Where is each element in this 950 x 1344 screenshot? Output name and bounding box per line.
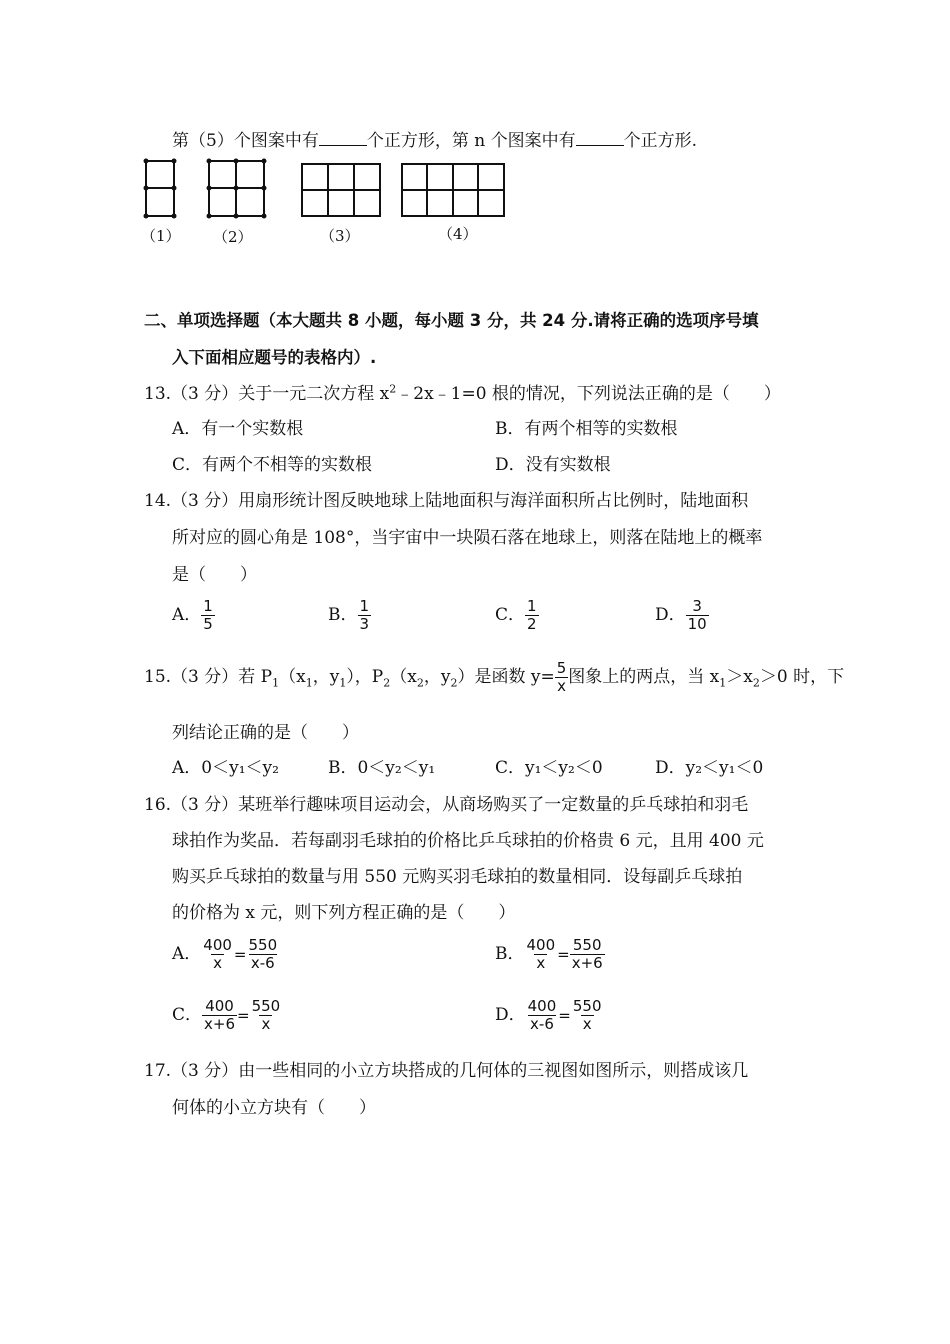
q14-option-b[interactable]: B． $\frac{1}{3}$ [328, 597, 370, 633]
section-2-heading-line2: 入下面相应题号的表格内）. [172, 348, 377, 367]
section-2-heading-line1: 二、单项选择题（本大题共 8 小题，每小题 3 分，共 24 分.请将正确的选项序号填 [144, 311, 759, 330]
q12-text-a: 第（5）个图案中有 [172, 131, 319, 151]
figure-label-3: （3） [320, 227, 360, 245]
fraction: $\frac{1}{2}$ [527, 597, 537, 633]
fraction: $\frac{550}{x+6}$ [571, 936, 603, 972]
q15-option-c[interactable]: C．y₁＜y₂＜0 [495, 758, 603, 778]
q14-option-d[interactable]: D． $\frac{3}{10}$ [655, 597, 707, 633]
q14-line3: 是（ ） [172, 565, 257, 585]
q13-option-b[interactable]: B．有两个相等的实数根 [495, 419, 678, 439]
q13-option-d[interactable]: D．没有实数根 [495, 455, 611, 475]
q12-line [172, 126, 697, 151]
fraction: $\frac{400}{x-6}$ [527, 997, 557, 1033]
q13-option-c[interactable]: C．有两个不相等的实数根 [172, 455, 373, 475]
fraction: $\frac{400}{x+6}$ [204, 997, 236, 1033]
figure-label-1: （1） [141, 227, 181, 245]
q12-text-c: 个正方形. [623, 131, 697, 151]
q16-option-c[interactable]: C． $\frac{400}{x+6}$ = $\frac{550}{x}$ [172, 997, 281, 1033]
fraction: $\frac{1}{3}$ [359, 597, 370, 633]
q16-line2: 球拍作为奖品．若每副羽毛球拍的价格比乒乓球拍的价格贵 6 元，且用 400 元 [172, 831, 764, 851]
figure-label-2: （2） [213, 228, 253, 246]
q14-option-c[interactable]: C． $\frac{1}{2}$ [495, 597, 537, 633]
q15-option-a[interactable]: A．0＜y₁＜y₂ [172, 758, 279, 778]
fraction: $\frac{550}{x-6}$ [248, 936, 278, 972]
fraction: $\frac{400}{x}$ [526, 936, 556, 972]
q16-line1: 16.（3 分）某班举行趣味项目运动会，从商场购买了一定数量的乒乓球拍和羽毛 [144, 795, 749, 815]
fraction: $\frac{550}{x}$ [572, 997, 602, 1033]
fraction: $\frac{5}{x}$ [556, 659, 567, 695]
figure-label-4: （4） [438, 225, 478, 243]
figure-3-pattern [302, 164, 380, 216]
q14-line1: 14.（3 分）用扇形统计图反映地球上陆地面积与海洋面积所占比例时，陆地面积 [144, 491, 749, 511]
figure-4-pattern [402, 164, 504, 216]
q15-stem: 15.（3 分）若 $P_1(x_1$，$y_1$），$P_2(x_2$，$y_2$）是函数 y= $\frac{5}{x}$ 图象上的两点，当 $x_1>x_2>0$ 时，下 [144, 659, 845, 695]
q15-line2: 列结论正确的是（ ） [172, 723, 359, 743]
q12-blank-1 [319, 131, 367, 146]
q16-option-a[interactable]: A． $\frac{400}{x}$ = $\frac{550}{x-6}$ [172, 936, 278, 972]
q13-option-a[interactable]: A．有一个实数根 [172, 419, 304, 439]
q12-text-b: 个正方形，第 n 个图案中有 [366, 131, 576, 151]
q16-line4: 的价格为 x 元，则下列方程正确的是（ ） [172, 903, 516, 923]
fraction: $\frac{550}{x}$ [251, 997, 281, 1033]
q12-blank-2 [576, 131, 624, 146]
q16-line3: 购买乒乓球拍的数量与用 550 元购买羽毛球拍的数量相同．设每副乒乓球拍 [172, 867, 743, 887]
q16-option-b[interactable]: B． $\frac{400}{x}$ = $\frac{550}{x+6}$ [495, 936, 603, 972]
q17-line2: 何体的小立方块有（ ） [172, 1098, 376, 1118]
q15-option-b[interactable]: B．0＜y₂＜y₁ [328, 758, 436, 778]
fraction: $\frac{400}{x}$ [203, 936, 232, 972]
q17-line1: 17.（3 分）由一些相同的小立方块搭成的几何体的三视图如图所示，则搭成该几 [144, 1061, 749, 1081]
q14-line2: 所对应的圆心角是 108°，当宇宙中一块陨石落在地球上，则落在陆地上的概率 [172, 528, 763, 548]
q16-option-d[interactable]: D． $\frac{400}{x-6}$ = $\frac{550}{x}$ [495, 997, 602, 1033]
q13-stem: 13.（3 分）关于一元二次方程 $x^2﹣2x﹣1=0$ 根的情况，下列说法正确的是（ ） [144, 382, 781, 404]
q14-option-a[interactable]: A． $\frac{1}{5}$ [172, 597, 213, 633]
fraction: $\frac{3}{10}$ [687, 597, 707, 633]
q15-option-d[interactable]: D．y₂＜y₁＜0 [655, 758, 764, 778]
fraction: $\frac{1}{5}$ [203, 597, 213, 633]
